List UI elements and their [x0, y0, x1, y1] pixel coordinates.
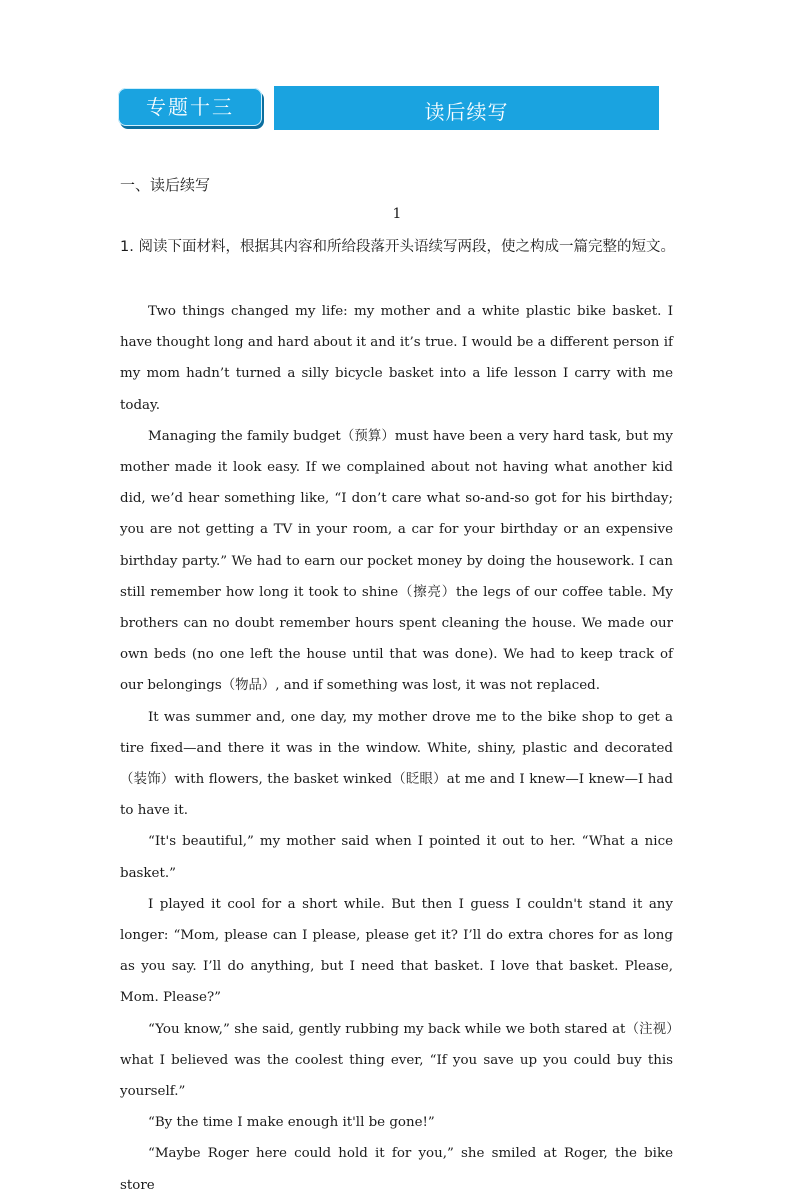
section-title: 一、读后续写 [120, 176, 211, 194]
question-number: 1 [392, 206, 402, 222]
passage-paragraph: It was summer and, one day, my mother drove me to the bike shop to get a tire fixed—and there it was in the window. White, shiny, plastic and decorated（装饰）with flowers, the basket winked（眨眼）at me and I knew—I knew—I had to have it. [120, 709, 673, 819]
topic-badge: 专题十三 [118, 88, 262, 126]
passage-paragraph: Two things changed my life: my mother and a white plastic bike basket. I have thought long and hard about it and it’s true. I would be a different person if my mom hadn’t turned a silly bicycle basket into a life lesson I carry with me today. [120, 304, 673, 413]
passage-paragraph: “By the time I make enough it'll be gone!” [148, 1115, 435, 1131]
reading-passage [120, 296, 673, 1201]
passage-paragraph: “You know,” she said, gently rubbing my back while we both stared at（注视）what I believed was the coolest thing ever, “If you save up you could buy this yourself.” [120, 1021, 673, 1100]
passage-paragraph: “It's beautiful,” my mother said when I pointed it out to her. “What a nice basket.” [120, 834, 673, 881]
passage-paragraph: Managing the family budget（预算）must have been a very hard task, but my mother made it look easy. If we complained about not having what another kid did, we’d hear something like, “I don’t care what so-and-so got for his birthday; you are not getting a TV in your room, a car for your birthday or an expensive birthday party.” We had to earn our pocket money by doing the housework. I can still remember how long it took to shine（擦亮）the legs of our coffee table. My brothers can no doubt remember hours spent cleaning the house. We made our own beds (no one left the house until that was done). We had to keep track of our belongings（物品）, and if something was lost, it was not replaced. [120, 428, 673, 694]
passage-paragraph: “Maybe Roger here could hold it for you,” she smiled at Roger, the bike store [120, 1146, 673, 1193]
passage-paragraph: I played it cool for a short while. But then I guess I couldn't stand it any longer: “Mom, please can I please, please get it? I’ll do extra chores for as long as you say. I’ll do anything, but I need that basket. I love that basket. Please, Mom. Please?” [120, 896, 673, 1006]
question-instruction: 1. 阅读下面材料，根据其内容和所给段落开头语续写两段，使之构成一篇完整的短文。 [120, 239, 675, 255]
topic-title-bar: 读后续写 [274, 86, 659, 130]
